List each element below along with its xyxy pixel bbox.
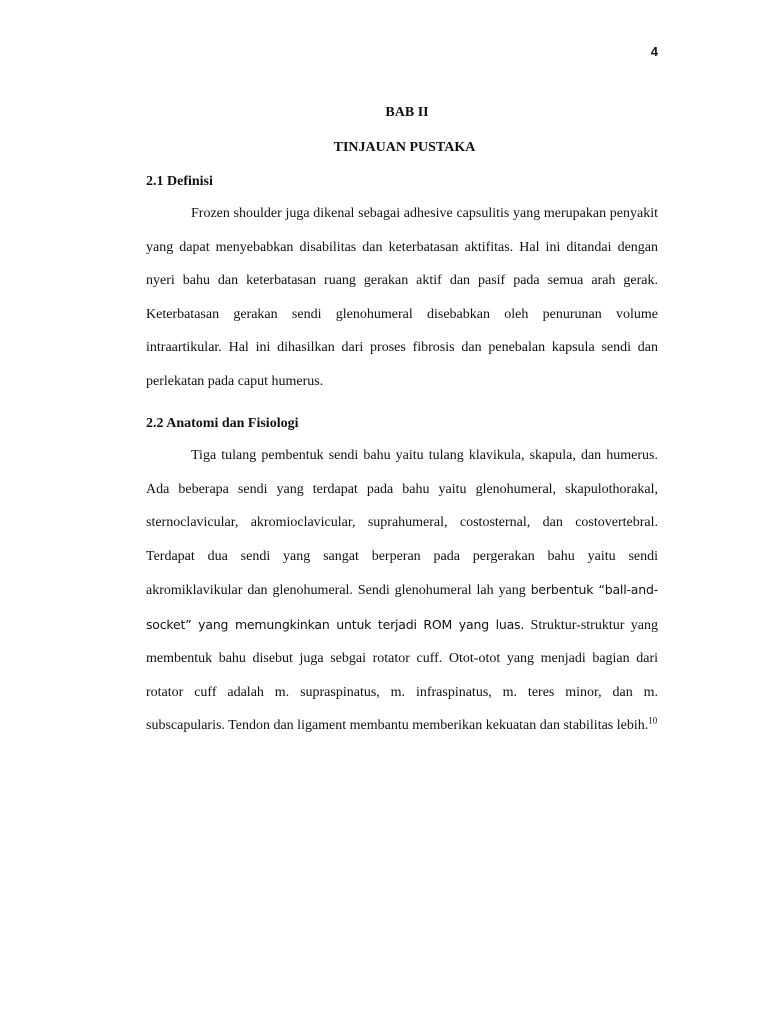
paragraph-anatomi-part2: berbentuk “ball-and-socket” yang memungkinkan untuk terjadi ROM yang luas.: [146, 582, 659, 632]
paragraph-anatomi-part1: Tiga tulang pembentuk sendi bahu yaitu tulang klavikula, skapula, dan humerus. Ada beberapa sendi yang terdapat pada bahu yaitu glenohumeral, skapulothorakal, sternoclavicular, akromioclavicular, suprahumeral, costosternal, dan costovertebral. Terdapat dua sendi yang sangat berperan pada pergerakan bahu yaitu sendi akromiklavikular dan glenohumeral. Sendi glenohumeral lah yang: [146, 448, 658, 598]
paragraph-definisi: Frozen shoulder juga dikenal sebagai adhesive capsulitis yang merupakan penyakit yang dapat menyebabkan disabilitas dan keterbatasan aktifitas. Hal ini ditandai dengan nyeri bahu dan keterbatasan ruang gerakan aktif dan pasif pada semua arah gerak. Keterbatasan gerakan sendi glenohumeral disebabkan oleh penurunan volume intraartikular. Hal ini dihasilkan dari proses fibrosis dan penebalan kapsula sendi dan perlekatan pada caput humerus.: [146, 206, 658, 389]
section-heading-anatomi: 2.2 Anatomi dan Fisiologi: [146, 416, 299, 431]
paragraph-anatomi-part3: Struktur-struktur yang membentuk bahu disebut juga sebgai rotator cuff. Otot-otot yang menjadi bagian dari rotator cuff adalah m. supraspinatus, m. infraspinatus, m. teres minor, dan m. subscapularis. Tendon dan ligament membantu memberikan kekuatan dan stabilitas lebih.: [146, 617, 658, 733]
page-number: 4: [650, 44, 658, 59]
page-content: [146, 100, 658, 743]
footnote-reference: 10: [648, 715, 658, 726]
chapter-label: BAB II: [385, 105, 429, 120]
paragraph-anatomi: [146, 439, 658, 743]
chapter-title: TINJAUAN PUSTAKA: [333, 140, 476, 155]
section-heading-definisi: 2.1 Definisi: [146, 174, 213, 189]
